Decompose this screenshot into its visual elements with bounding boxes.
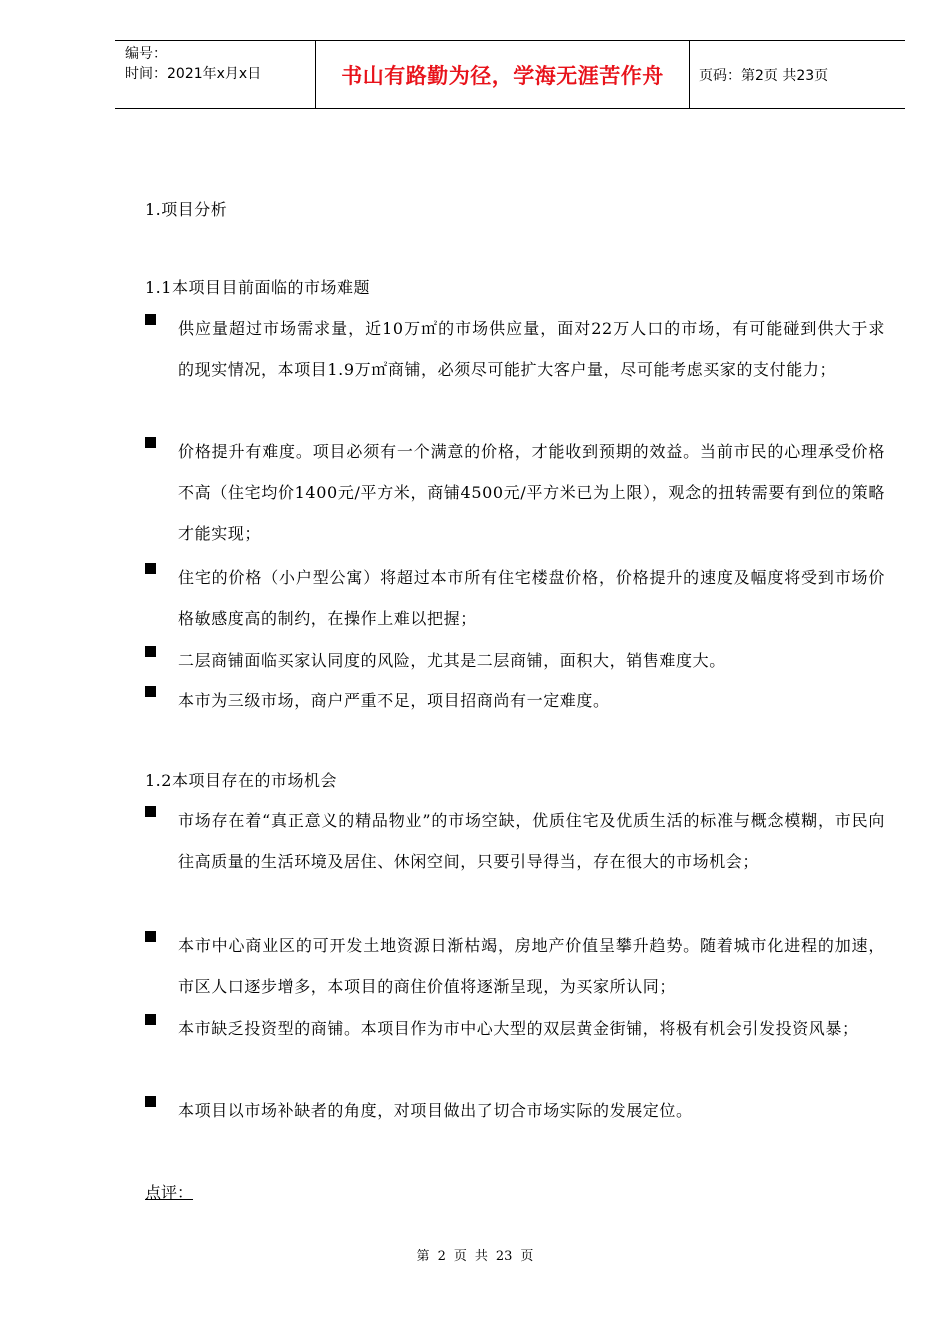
list-item-text: 市场存在着“真正意义的精品物业”的市场空缺，优质住宅及优质生活的标准与概念模糊，市民向往高质量的生活环境及居住、休闲空间，只要引导得当，存在很大的市场机会； xyxy=(178,811,885,871)
list-item xyxy=(145,800,885,882)
subsection-title-1: 1.1本项目目前面临的市场难题 xyxy=(145,278,370,297)
time-label: 时间：2021年x月x日 xyxy=(125,66,262,82)
bullet-square-icon xyxy=(145,563,156,574)
list-item-text: 供应量超过市场需求量，近10万㎡的市场供应量，面对22万人口的市场，有可能碰到供大于求的现实情况，本项目1.9万㎡商铺，必须尽可能扩大客户量，尽可能考虑买家的支付能力； xyxy=(178,319,885,379)
bullet-square-icon xyxy=(145,806,156,817)
list-item-text: 住宅的价格（小户型公寓）将超过本市所有住宅楼盘价格，价格提升的速度及幅度将受到市场价格敏感度高的制约，在操作上难以把握； xyxy=(178,568,885,628)
list-item xyxy=(145,1008,885,1049)
header-slogan: 书山有路勤为径，学海无涯苦作舟 xyxy=(341,62,664,88)
footer-total-pages: 23 xyxy=(495,1249,513,1264)
list-item xyxy=(145,640,885,681)
footer-ye: 页 xyxy=(453,1249,467,1264)
list-item xyxy=(145,925,885,1007)
list-item xyxy=(145,431,885,554)
footer-ye2: 页 xyxy=(520,1249,534,1264)
header-meta xyxy=(115,41,316,108)
page-header xyxy=(115,40,905,109)
footer-page-number: 2 xyxy=(437,1249,446,1264)
header-slogan-cell xyxy=(316,41,690,108)
bullet-square-icon xyxy=(145,1096,156,1107)
bullet-square-icon xyxy=(145,686,156,697)
list-item-text: 二层商铺面临买家认同度的风险，尤其是二层商铺，面积大，销售难度大。 xyxy=(178,651,726,670)
footer-di: 第 xyxy=(416,1249,430,1264)
list-item xyxy=(145,680,885,721)
subsection-title-2: 1.2本项目存在的市场机会 xyxy=(145,771,337,790)
footer-gong: 共 xyxy=(474,1249,488,1264)
list-item xyxy=(145,1090,885,1131)
number-label: 编号： xyxy=(125,46,167,62)
list-item-text: 本项目以市场补缺者的角度，对项目做出了切合市场实际的发展定位。 xyxy=(178,1101,693,1120)
list-item-text: 本市为三级市场，商户严重不足，项目招商尚有一定难度。 xyxy=(178,691,610,710)
list-item-text: 本市缺乏投资型的商铺。本项目作为市中心大型的双层黄金街铺，将极有机会引发投资风暴； xyxy=(178,1019,859,1038)
bullet-square-icon xyxy=(145,931,156,942)
section-title: 1.项目分析 xyxy=(145,200,228,219)
list-item-text: 本市中心商业区的可开发土地资源日渐枯竭，房地产价值呈攀升趋势。随着城市化进程的加速，市区人口逐步增多，本项目的商住价值将逐渐呈现，为买家所认同； xyxy=(178,936,885,996)
bullet-square-icon xyxy=(145,437,156,448)
bullet-square-icon xyxy=(145,646,156,657)
page-footer xyxy=(0,1245,950,1264)
list-item xyxy=(145,557,885,639)
review-label: 点评： xyxy=(145,1183,194,1202)
list-item-text: 价格提升有难度。项目必须有一个满意的价格，才能收到预期的效益。当前市民的心理承受价格不高（住宅均价1400元/平方米，商铺4500元/平方米已为上限），观念的扭转需要有到位的策略才能实现； xyxy=(178,442,885,543)
bullet-square-icon xyxy=(145,314,156,325)
page-label: 页码：第2页 共23页 xyxy=(699,67,829,84)
list-item xyxy=(145,308,885,390)
header-page-cell xyxy=(690,41,905,108)
bullet-square-icon xyxy=(145,1014,156,1025)
